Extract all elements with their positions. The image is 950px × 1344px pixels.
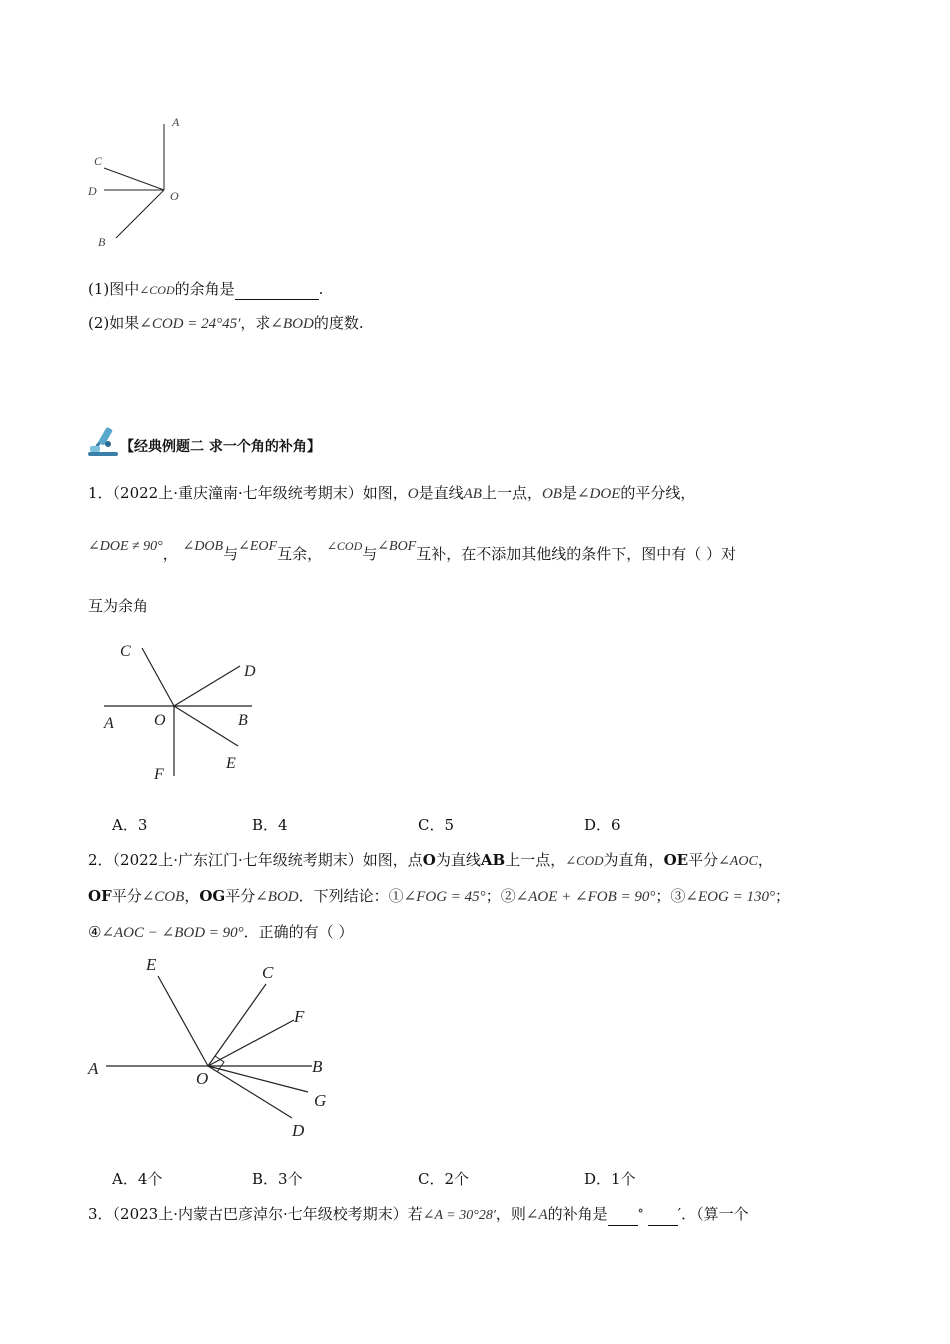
q2-source: （2022上·广东江门·七年级统考期末）如图，点 (112, 851, 423, 869)
math: O (407, 486, 419, 502)
q1-option-b[interactable]: B．4 (252, 816, 288, 834)
text: ， (757, 851, 773, 869)
text: ；② (485, 887, 516, 905)
label-c: C (120, 643, 131, 660)
text: (1)图中 (88, 280, 140, 298)
bold: OG (199, 887, 226, 905)
math: ∠EOF (238, 539, 278, 554)
q2-option-a[interactable]: A．4个 (112, 1170, 163, 1188)
math: ∠COD (326, 539, 363, 553)
minute-blank[interactable] (648, 1205, 678, 1226)
q1-line-3: 互为余角 (88, 597, 149, 615)
label-c: C (262, 963, 274, 982)
math: ∠AOC (718, 854, 758, 869)
math: ∠AOC − ∠BOD = 90° (101, 925, 244, 941)
label-f: F (154, 766, 164, 783)
label-d: D (292, 1121, 305, 1140)
label-b: B (238, 712, 248, 729)
q2-option-c[interactable]: C．2个 (418, 1170, 470, 1188)
text: ，求 (240, 314, 271, 332)
text: (2)如果 (88, 314, 140, 332)
text: 上一点， (481, 484, 542, 502)
question-line-2 (88, 313, 364, 334)
math: ∠BOD (255, 889, 299, 905)
math: OB (541, 486, 562, 502)
ray-oc (208, 984, 266, 1066)
ray-oc (104, 168, 164, 190)
math: ∠COD (565, 853, 604, 868)
q1-option-c[interactable]: C．5 (418, 816, 455, 834)
ray-oe (158, 976, 208, 1066)
section-title: 【经典例题二 求一个角的补角】 (120, 439, 321, 455)
label-o: O (196, 1069, 209, 1088)
text: 平分 (111, 887, 142, 905)
text: ， (184, 887, 200, 905)
ray-oe (174, 706, 238, 746)
text: ④ (88, 923, 102, 941)
text: ， (162, 545, 178, 563)
text: ，则 (495, 1205, 526, 1223)
label-o: O (170, 189, 179, 203)
math: AB (463, 486, 482, 502)
ray-od (208, 1066, 292, 1118)
bold: OF (88, 887, 112, 905)
math: ∠A = 30°28′ (422, 1208, 496, 1223)
answer-blank[interactable] (235, 279, 319, 300)
q2-line-3 (88, 922, 353, 943)
q1-number: 1． (88, 484, 113, 502)
text: 为直线 (435, 851, 481, 869)
math-cod-value: ∠COD = 24°45′ (139, 316, 241, 332)
text: 上一点， (505, 851, 566, 869)
text: 是直线 (418, 484, 464, 502)
ray-of (208, 1020, 294, 1066)
text: 的度数. (313, 314, 364, 332)
label-e: E (146, 955, 157, 974)
math: ∠AOE + ∠FOB = 90° (515, 889, 656, 905)
q1-figure (96, 636, 276, 786)
text: 互补，在不添加其他线的条件下，图中有（ ）对 (416, 545, 737, 563)
ray-og (208, 1066, 308, 1092)
label-d: D (244, 663, 256, 680)
label-f: F (294, 1007, 305, 1026)
q1-option-d[interactable]: D．6 (584, 816, 621, 834)
math: ∠EOG = 130° (685, 889, 775, 905)
text: 的余角是 (174, 280, 235, 298)
text: ．正确的有（ ） (243, 923, 354, 941)
label-d: D (88, 184, 97, 198)
label-e: E (226, 755, 236, 772)
math: ∠DOE ≠ 90° (88, 539, 163, 554)
label-g: G (314, 1091, 327, 1110)
q1-line-1 (88, 483, 695, 504)
q2-number: 2． (88, 851, 113, 869)
label-b: B (312, 1057, 323, 1076)
q1-line-2 (88, 539, 737, 566)
text: ； (774, 887, 790, 905)
q1-option-a[interactable]: A．3 (112, 816, 148, 834)
q3-number: 3． (88, 1205, 113, 1223)
math: ∠COB (141, 889, 185, 905)
q2-option-b[interactable]: B．3个 (252, 1170, 303, 1188)
label-o: O (154, 712, 166, 729)
degree-blank[interactable] (608, 1205, 638, 1226)
text: 是 (561, 484, 577, 502)
label-a: A (88, 1059, 99, 1078)
q2-option-d[interactable]: D．1个 (584, 1170, 636, 1188)
label-a: A (172, 115, 180, 129)
text: 平分 (688, 851, 719, 869)
math: ∠DOB (182, 539, 224, 554)
ray-oc (142, 648, 174, 706)
text: 平分 (225, 887, 256, 905)
text: ；③ (655, 887, 686, 905)
degree-sign: ° (637, 1207, 644, 1221)
math: ∠DOE (576, 486, 621, 502)
microscope-icon (86, 424, 122, 458)
math-cod: ∠COD (139, 283, 175, 297)
minute-sign: ′ (677, 1205, 682, 1223)
math: ∠FOG = 45° (403, 889, 486, 905)
math: ∠A (525, 1207, 548, 1223)
bold: OE (663, 851, 689, 869)
question-line-1 (88, 279, 323, 300)
bold: AB (480, 851, 506, 869)
bold: O (422, 851, 436, 869)
text: ．（算一个 (681, 1205, 749, 1223)
math: ∠BOF (377, 539, 417, 554)
text: 的补角是 (547, 1205, 608, 1223)
text: 的平分线， (620, 484, 696, 502)
q2-line-2 (88, 886, 790, 907)
q2-figure (84, 950, 344, 1150)
ray-ob (116, 190, 164, 238)
label-b: B (98, 235, 106, 249)
text: 为直角， (603, 851, 664, 869)
text: 与 (223, 545, 239, 563)
text: . (318, 280, 324, 298)
q2-line-1 (88, 850, 773, 872)
q3-source: （2023上·内蒙古巴彦淖尔·七年级校考期末）若 (112, 1205, 423, 1223)
text: 互余， (277, 545, 323, 563)
q1-source: （2022上·重庆潼南·七年级统考期末）如图， (112, 484, 408, 502)
math-bod: ∠BOD (270, 316, 314, 332)
label-c: C (94, 154, 103, 168)
label-a: A (104, 715, 114, 732)
figure-angles-cod (80, 110, 200, 250)
q3-line-1 (88, 1204, 749, 1226)
ray-od (174, 666, 240, 706)
text: ．下列结论：① (298, 887, 404, 905)
text: 与 (362, 545, 378, 563)
